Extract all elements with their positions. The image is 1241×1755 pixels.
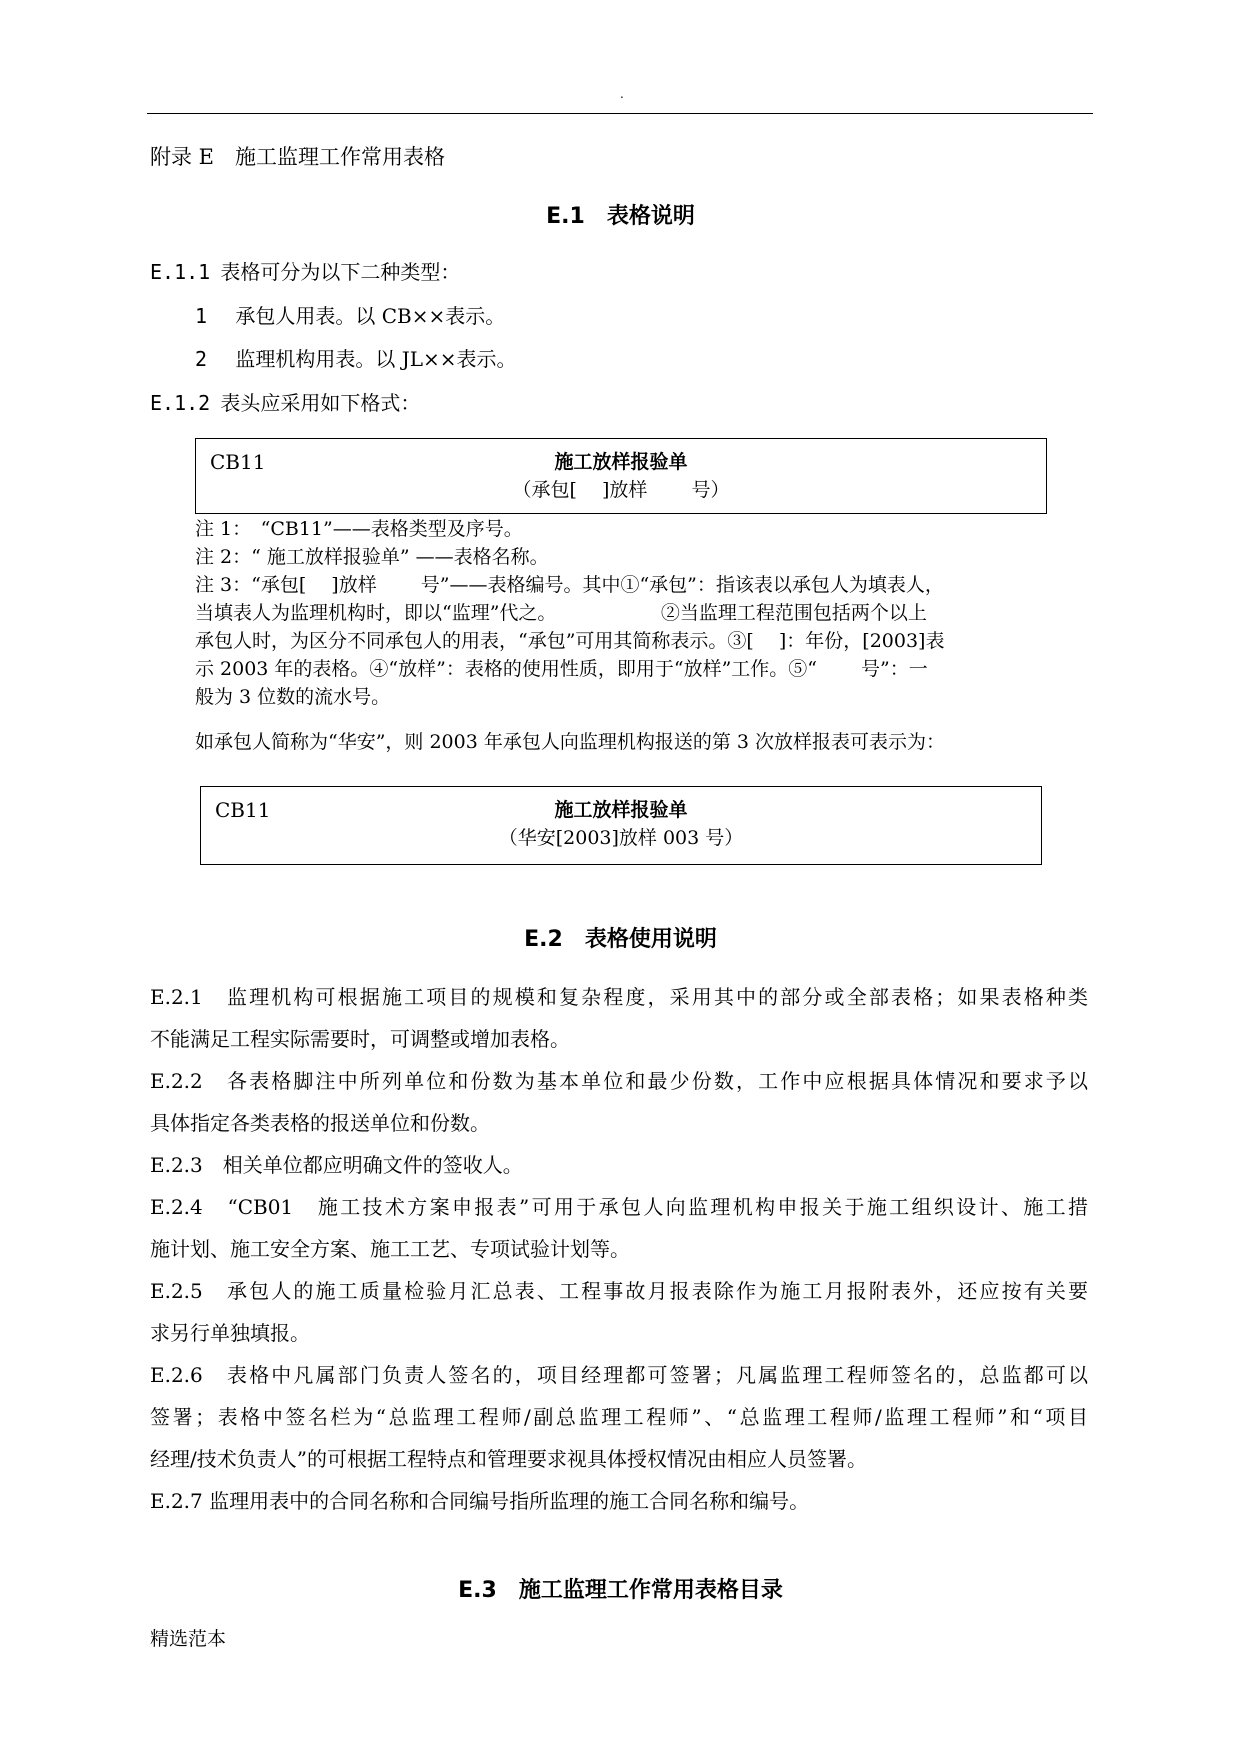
clause-e25-line-2: 求另行单独填报。 <box>150 1321 310 1345</box>
section-heading-e1: E.1 表格说明 <box>546 204 695 229</box>
clause-text: 表格可分为以下二种类型： <box>220 260 461 284</box>
clause-e26-line-3: 经理/技术负责人”的可根据工程特点和管理要求视具体授权情况由相应人员签署。 <box>150 1447 867 1471</box>
form-title: 施工放样报验单 <box>554 451 688 473</box>
form-title: 施工放样报验单 <box>554 799 688 821</box>
clause-e12 <box>150 389 420 417</box>
clause-e24-line-1: E.2.4 “CB01 施工技术方案申报表”可用于承包人向监理机构申报关于施工组织设计、施工措 <box>150 1195 1088 1219</box>
list-item-text: 监理机构用表。以 JL××表示。 <box>235 347 517 371</box>
list-item-number: 2 <box>195 347 208 371</box>
clause-e22-line-1: E.2.2 各表格脚注中所列单位和份数为基本单位和最少份数，工作中应根据具体情况和要求予以 <box>150 1069 1088 1093</box>
clause-e22-line-2: 具体指定各类表格的报送单位和份数。 <box>150 1111 490 1135</box>
example-line: 如承包人简称为“华安”，则 2003 年承包人向监理机构报送的第 3 次放样报表可表示为： <box>195 731 946 753</box>
list-item-text: 承包人用表。以 CB××表示。 <box>235 304 506 328</box>
notes <box>195 515 1095 711</box>
clause-number: E.1.2 <box>150 391 211 415</box>
note-3-line-5: 般为 3 位数的流水号。 <box>195 686 391 708</box>
form-code: CB11 <box>210 450 266 474</box>
form-code: CB11 <box>215 798 271 822</box>
section-heading-e3: E.3 施工监理工作常用表格目录 <box>458 1578 783 1603</box>
form-header-box-example <box>200 786 1042 865</box>
form-number: （承包[ ]放样 号） <box>512 479 730 501</box>
note-3-line-1: 注 3：“承包[ ]放样 号”——表格编号。其中①“承包”：指该表以承包人为填表人， <box>195 574 944 596</box>
clause-e26-line-2: 签署；表格中签名栏为“总监理工程师/副总监理工程师”、“总监理工程师/监理工程师”和“项目 <box>150 1405 1088 1429</box>
clause-text: 表头应采用如下格式： <box>220 391 421 415</box>
form-header-box-template <box>195 438 1047 514</box>
clause-e24-line-2: 施计划、施工安全方案、施工工艺、专项试验计划等。 <box>150 1237 630 1261</box>
note-3-line-3: 承包人时，为区分不同承包人的用表，“承包”可用其简称表示。③[ ]：年份，[2003]表 <box>195 630 945 652</box>
clause-e21-line-1: E.2.1 监理机构可根据施工项目的规模和复杂程度，采用其中的部分或全部表格；如果表格种类 <box>150 985 1088 1009</box>
footer-text: 精选范本 <box>150 1628 227 1650</box>
section-heading-e2: E.2 表格使用说明 <box>524 927 717 952</box>
list-item <box>195 302 505 330</box>
header-rule <box>147 113 1093 114</box>
clause-e25-line-1: E.2.5 承包人的施工质量检验月汇总表、工程事故月报表除作为施工月报附表外，还应按有关要 <box>150 1279 1088 1303</box>
header-dot: . <box>620 87 624 101</box>
note-3-line-2: 当填表人为监理机构时，即以“监理”代之。 ②当监理工程范围包括两个以上 <box>195 602 927 624</box>
example-text <box>195 728 1095 756</box>
form-number: （华安[2003]放样 003 号） <box>498 827 744 849</box>
clause-number: E.1.1 <box>150 260 211 284</box>
appendix-title: 附录 E 施工监理工作常用表格 <box>150 145 446 169</box>
clause-e27-line-1: E.2.7 监理用表中的合同名称和合同编号指所监理的施工合同名称和编号。 <box>150 1489 810 1513</box>
clause-e11 <box>150 258 460 286</box>
e2-clauses <box>150 976 1088 1522</box>
clause-e26-line-1: E.2.6 表格中凡属部门负责人签名的，项目经理都可签署；凡属监理工程师签名的，总监都可以 <box>150 1363 1088 1387</box>
note-2: 注 2：“ 施工放样报验单” ——表格名称。 <box>195 546 549 568</box>
clause-e23-line-1: E.2.3 相关单位都应明确文件的签收人。 <box>150 1153 523 1177</box>
clause-e21-line-2: 不能满足工程实际需要时，可调整或增加表格。 <box>150 1027 570 1051</box>
note-3-line-4: 示 2003 年的表格。④“放样”：表格的使用性质，即用于“放样”工作。⑤“ 号”：一 <box>195 658 928 680</box>
list-item-number: 1 <box>195 304 208 328</box>
note-1: 注 1： “CB11”——表格类型及序号。 <box>195 518 523 540</box>
list-item <box>195 345 517 373</box>
